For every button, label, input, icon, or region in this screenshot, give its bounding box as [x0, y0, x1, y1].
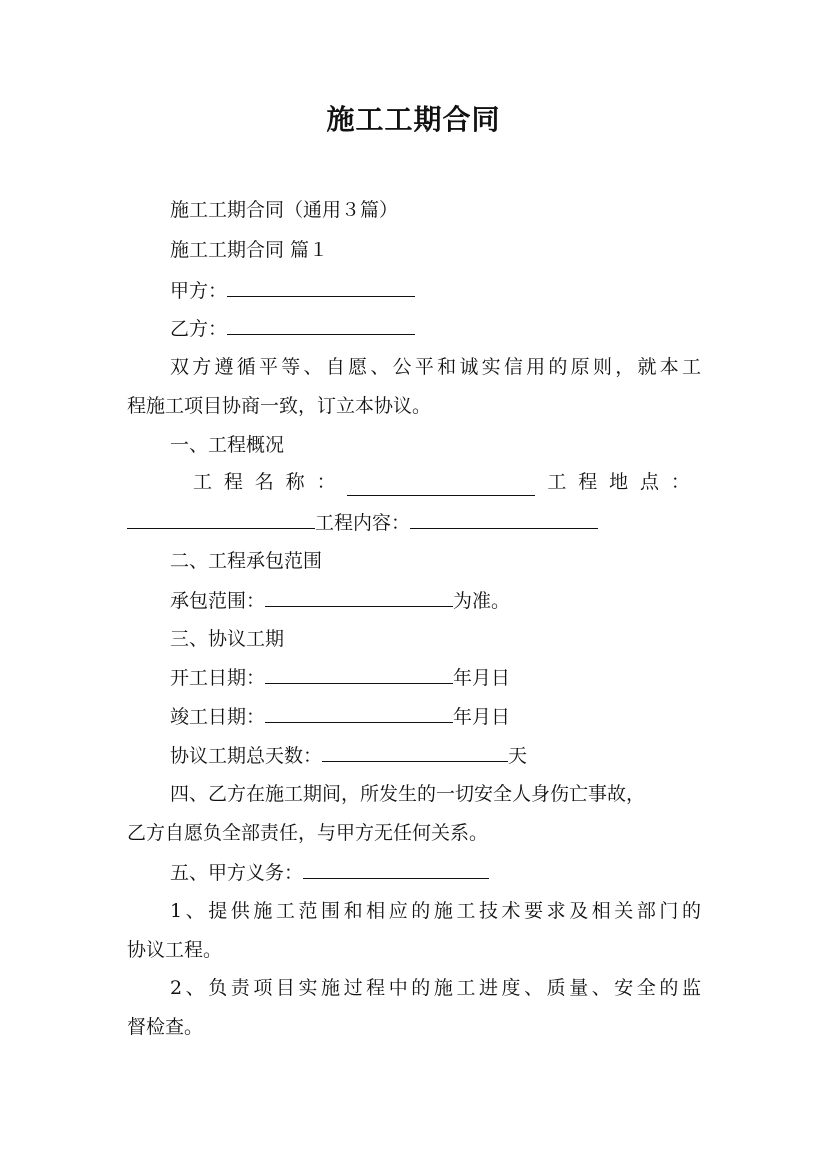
project-location-char: 工 — [547, 471, 567, 493]
document-subtitle: 施工工期合同（通用３篇） — [170, 199, 399, 221]
project-location-char: 点 — [640, 471, 660, 493]
scope-line — [170, 586, 510, 615]
end-date-blank — [265, 702, 453, 723]
project-name-blank — [347, 475, 535, 496]
party-b-line — [170, 314, 415, 343]
party-a-duties-line — [170, 858, 489, 887]
party-a-line — [170, 276, 415, 305]
project-name-char: 称 — [285, 471, 305, 493]
end-date-line — [170, 702, 510, 731]
end-date-label: 竣工日期： — [170, 706, 266, 728]
start-date-suffix: 年月日 — [453, 667, 511, 689]
duty2-line1: 2、负责项目实施过程中的施工进度、质量、安全的监 — [170, 977, 701, 999]
item4-line2: 乙方自愿负全部责任，与甲方无任何关系。 — [127, 822, 489, 844]
party-b-label: 乙方： — [170, 318, 228, 340]
project-location-blank — [127, 508, 315, 529]
duty2-line2: 督检查。 — [127, 1016, 204, 1038]
section-label: 施工工期合同 篇１ — [170, 239, 329, 261]
total-days-line — [170, 741, 527, 770]
start-date-label: 开工日期： — [170, 667, 266, 689]
duty1-line1: 1、提供施工范围和相应的施工技术要求及相关部门的 — [170, 900, 701, 922]
party-b-blank — [227, 314, 415, 335]
item4-line1: 四、乙方在施工期间，所发生的一切安全人身伤亡事故， — [170, 783, 646, 805]
heading-contract-scope: 二、工程承包范围 — [170, 550, 323, 572]
total-days-label: 协议工期总天数： — [170, 745, 323, 767]
document-title: 施工工期合同 — [326, 103, 501, 136]
project-content-blank — [410, 508, 598, 529]
duty1-line2: 协议工程。 — [127, 939, 223, 961]
intro-paragraph-line1: 双方遵循平等、自愿、公平和诚实信用的原则，就本工 — [170, 356, 701, 378]
scope-suffix: 为准。 — [453, 590, 511, 612]
project-content-line — [127, 508, 598, 537]
scope-label: 承包范围： — [170, 590, 266, 612]
project-location-char: ： — [670, 471, 690, 493]
heading-project-overview: 一、工程概况 — [170, 434, 285, 456]
heading-agreed-period: 三、协议工期 — [170, 628, 285, 650]
end-date-suffix: 年月日 — [453, 706, 511, 728]
heading-party-a-duties: 五、甲方义务： — [170, 862, 304, 884]
project-location-char: 程 — [578, 471, 598, 493]
project-name-char: ： — [316, 471, 336, 493]
start-date-line — [170, 663, 510, 692]
total-days-blank — [322, 741, 508, 762]
total-days-suffix: 天 — [508, 745, 528, 767]
project-name-location-row — [193, 468, 690, 496]
intro-paragraph-line2: 程施工项目协商一致，订立本协议。 — [127, 395, 432, 417]
project-location-char: 地 — [609, 471, 629, 493]
project-name-char: 工 — [193, 471, 213, 493]
party-a-blank — [227, 276, 415, 297]
start-date-blank — [265, 663, 453, 684]
project-content-label: 工程内容： — [315, 512, 411, 534]
project-name-char: 程 — [223, 471, 243, 493]
project-name-char: 名 — [254, 471, 274, 493]
party-a-duties-blank — [303, 858, 489, 879]
scope-blank — [265, 586, 453, 607]
party-a-label: 甲方： — [170, 280, 228, 302]
